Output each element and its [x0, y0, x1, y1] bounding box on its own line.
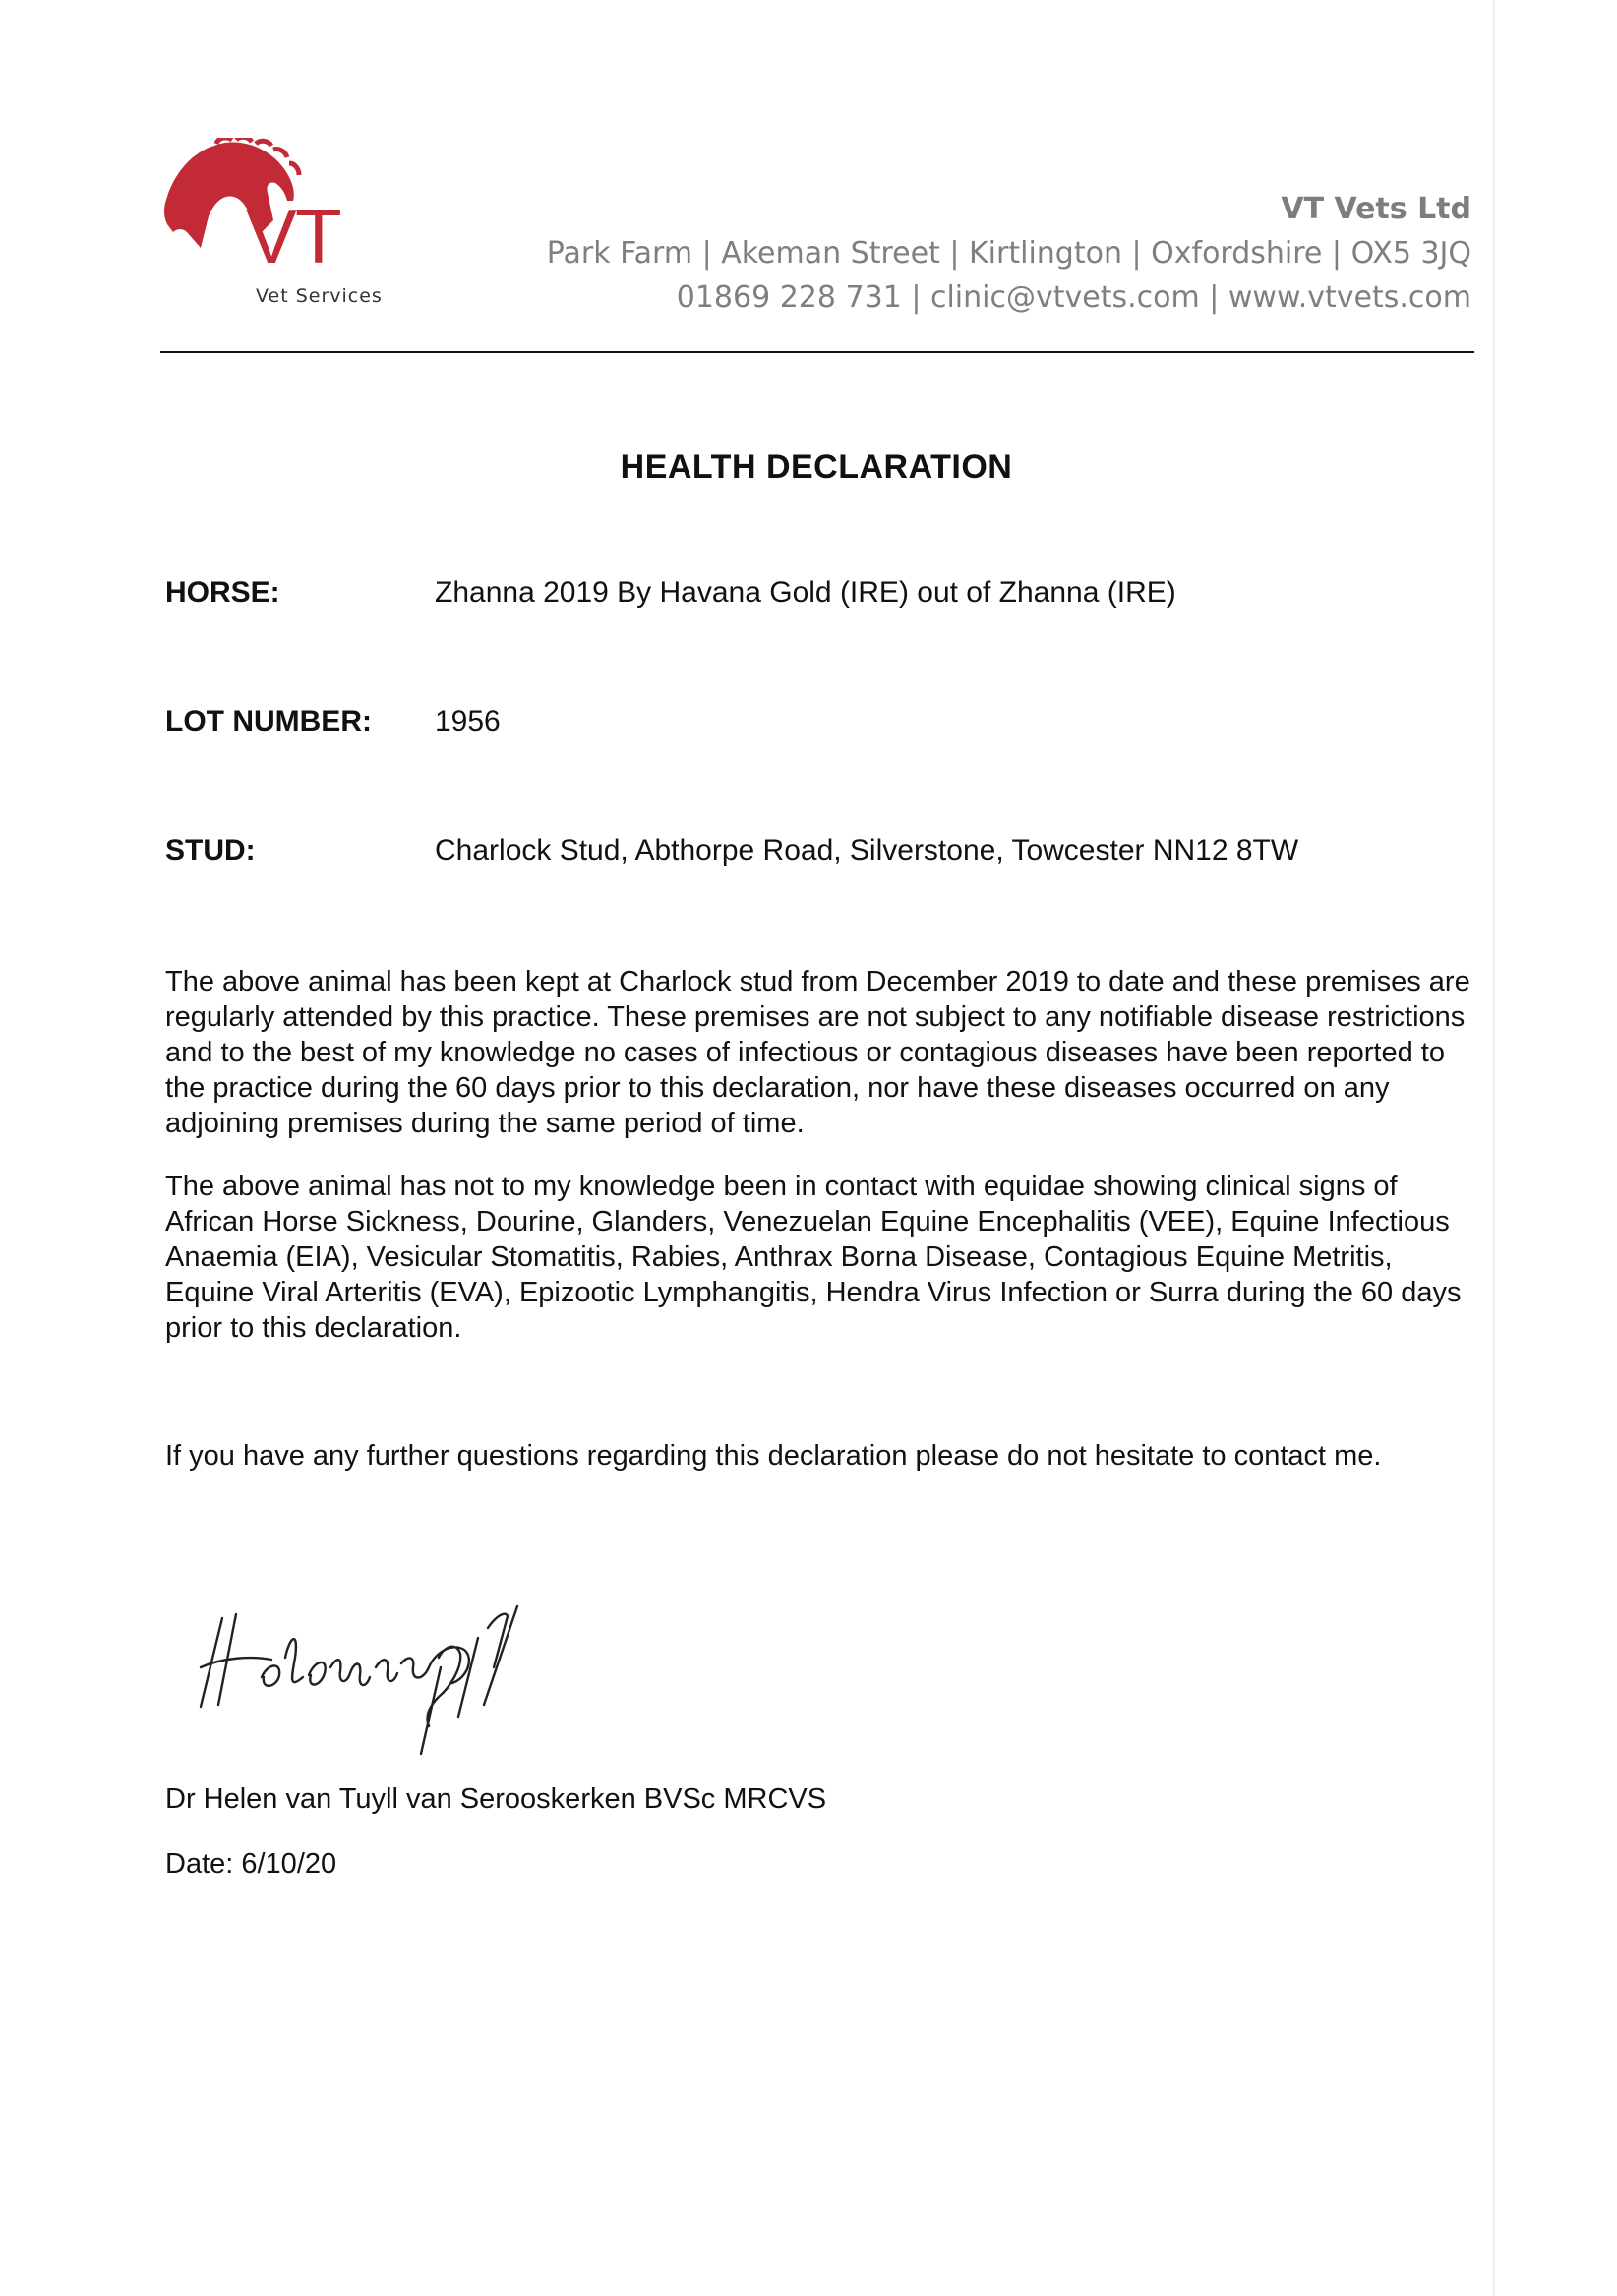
company-name: VT Vets Ltd	[1281, 192, 1471, 226]
declaration-paragraph-1: The above animal has been kept at Charlock stud from December 2019 to date and these premises are regularly attended by this practice. These premises are not subject to any notifiable disease restrictions and to the best of my knowledge no cases of infectious or contagious diseases have been reported to the practice during the 60 days prior to this declaration, nor have these diseases occurred on any adjoining premises during the same period of time.	[165, 966, 1470, 1139]
signer-name: Dr Helen van Tuyll van Serooskerken BVSc MRCVS	[165, 1783, 827, 1815]
company-details	[547, 187, 1471, 320]
horse-value: Zhanna 2019 By Havana Gold (IRE) out of Zhanna (IRE)	[435, 576, 1176, 609]
contact-paragraph: If you have any further questions regarding this declaration please do not hesitate to contact me.	[165, 1440, 1382, 1472]
document-title: HEALTH DECLARATION	[620, 449, 1013, 486]
logo-subtitle: Vet Services	[256, 285, 383, 307]
horse-label: HORSE:	[165, 576, 280, 609]
vt-logo	[157, 138, 413, 315]
logo-mark-text: VT	[246, 193, 340, 279]
declaration-paragraph-2: The above animal has not to my knowledge been in contact with equidae showing clinical signs of African Horse Sickness, Dourine, Glanders, Venezuelan Equine Encephalitis (VEE), Equine Infectious Anaemia (EIA), Vesicular Stomatitis, Rabies, Anthrax Borna Disease, Contagious Equine Metritis, Equine Viral Arteritis (EVA), Epizootic Lymphangitis, Hendra Virus Infection or Surra during the 60 days prior to this declaration.	[165, 1171, 1462, 1344]
lot-number-value: 1956	[435, 705, 501, 738]
lot-number-label: LOT NUMBER:	[165, 705, 372, 738]
stud-label: STUD:	[165, 834, 256, 867]
company-address: Park Farm | Akeman Street | Kirtlington | Oxfordshire | OX5 3JQ	[546, 236, 1471, 271]
declaration-date: Date: 6/10/20	[165, 1848, 337, 1880]
signature-icon	[193, 1599, 586, 1761]
header-divider	[160, 351, 1474, 353]
company-contact: 01869 228 731 | clinic@vtvets.com | www.vtvets.com	[676, 280, 1471, 315]
stud-value: Charlock Stud, Abthorpe Road, Silverstone, Towcester NN12 8TW	[435, 834, 1299, 867]
page-edge-divider	[1493, 0, 1495, 2296]
